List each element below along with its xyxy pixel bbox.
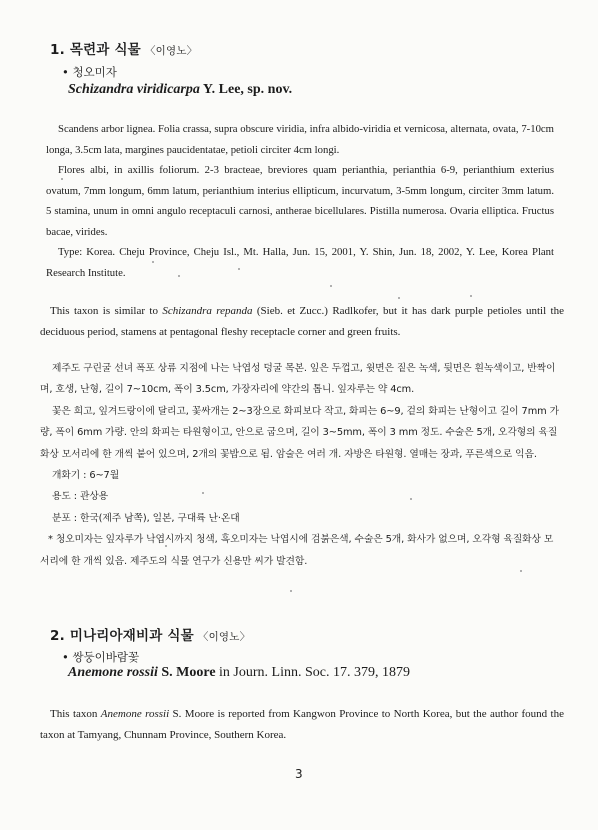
korean-paragraph-1: 제주도 구린굴 선녀 폭포 상류 지점에 나는 낙엽성 덩굴 목본. 잎은 두껍고, 윗면은 짙은 녹색, 뒷면은 흰녹색이고, 반짝이며, 호생, 난형, 길이 7~10cm, 폭이 3.5cm, 가장자리에 약간의 톱니. 잎자루는 약 4cm. bbox=[40, 363, 556, 396]
section-1-title: 1. 목련과 식물 bbox=[50, 42, 141, 58]
section-1-korean-name: • 청오미자 bbox=[62, 65, 117, 79]
latin-paragraph-1: Scandens arbor lignea. Folia crassa, supra obscure viridia, infra albido-viridia et vernicosa, alternata, ovata, 7-10cm longa, 3.5cm lata, margines paucidentatae, petioli circiter 4cm longi. bbox=[46, 123, 554, 156]
section-1-species-name bbox=[68, 82, 292, 98]
distribution: 분포 : 한국(제주 남쪽), 일본, 구대륙 난·온대 bbox=[52, 512, 240, 524]
english-note-1-pre: This taxon is similar to bbox=[50, 305, 163, 317]
english-note-1-post: (Sieb. et Zucc.) Radlkofer, but it has dark purple petioles until the deciduous period, stamens at pentagonal fleshy receptacle corner and green fruits. bbox=[40, 305, 564, 338]
english-note-2-species: Anemone rossii bbox=[100, 708, 170, 720]
english-note-2-pre: This taxon bbox=[50, 708, 101, 720]
section-2-heading bbox=[50, 624, 250, 644]
section-1-heading bbox=[50, 38, 197, 58]
usage: 용도 : 관상용 bbox=[52, 491, 109, 503]
english-note-1 bbox=[40, 301, 564, 342]
korean-paragraph-2: 꽃은 희고, 잎겨드랑이에 달리고, 꽃싸개는 2~3장으로 화피보다 작고, 화피는 6~9, 겉의 화피는 난형이고 길이 7mm 가량, 폭이 6mm 가량. 안의 화피는 타원형이고, 안으로 굽으며, 길이 3~5mm, 폭이 3 mm 정도. 수술은 5개, 오각형의 육질화상 모서리에 한 개씩 붙어 있으며, 2개의 꽃밥으로 됨. 암술은 여러 개. 자방은 타원형. 열매는 장과, 푸른색으로 익음. bbox=[40, 405, 559, 460]
section-2-author: 〈이영노〉 bbox=[197, 631, 251, 643]
section-1-author: 〈이영노〉 bbox=[144, 45, 198, 57]
page-number: 3 bbox=[295, 767, 303, 781]
latin-description bbox=[46, 119, 554, 283]
section-2-korean-name: • 쌍둥이바람꽃 bbox=[62, 650, 140, 664]
korean-description bbox=[40, 358, 562, 572]
korean-footnote: * 청오미자는 잎자루가 낙엽시까지 청색, 흑오미자는 낙엽시에 검붉은색, 수술은 5개, 화사가 없으며, 오각형 육질화상 모서리에 한 개씩 있음. 제주도의 식물 연구가 신용만 씨가 발견함. bbox=[40, 534, 554, 567]
english-note-1-species: Schizandra repanda bbox=[162, 305, 253, 317]
latin-paragraph-2: Flores albi, in axillis foliorum. 2-3 bracteae, breviores quam perianthia, perianthia 6-9, perianthium exterius ovatum, 7mm longum, 6mm latum, perianthium interius ellipticum, incurvatum, 3-5mm longum, circiter 3mm latum. 5 stamina, unum in omni angulo receptaculi carnosi, antherae bicellulares. Pistilla numerosa. Ovaria elliptica. Fructus bacae, virides. bbox=[46, 164, 554, 238]
section-2-species-name bbox=[68, 665, 410, 681]
section-2-citation: in Journ. Linn. Soc. 17. 379, 1879 bbox=[215, 665, 410, 680]
english-note-2 bbox=[40, 704, 564, 745]
section-1-species-author: Y. Lee, sp. nov. bbox=[199, 82, 293, 97]
english-note-2-post: S. Moore is reported from Kangwon Province to North Korea, but the author found the taxon at Tamyang, Chunnam Province, Southern Korea. bbox=[40, 708, 564, 741]
section-1-species-genus: Schizandra viridicarpa bbox=[68, 82, 200, 97]
latin-type-citation: Type: Korea. Cheju Province, Cheju Isl., Mt. Halla, Jun. 15, 2001, Y. Shin, Jun. 18, 2002, Y. Lee, Korea Plant Research Institute. bbox=[46, 246, 554, 279]
section-2-title: 2. 미나리아재비과 식물 bbox=[50, 628, 194, 644]
flowering-period: 개화기 : 6~7월 bbox=[52, 470, 120, 482]
section-2-species-author: S. Moore bbox=[157, 665, 216, 680]
section-2-species-genus: Anemone rossii bbox=[68, 665, 158, 680]
